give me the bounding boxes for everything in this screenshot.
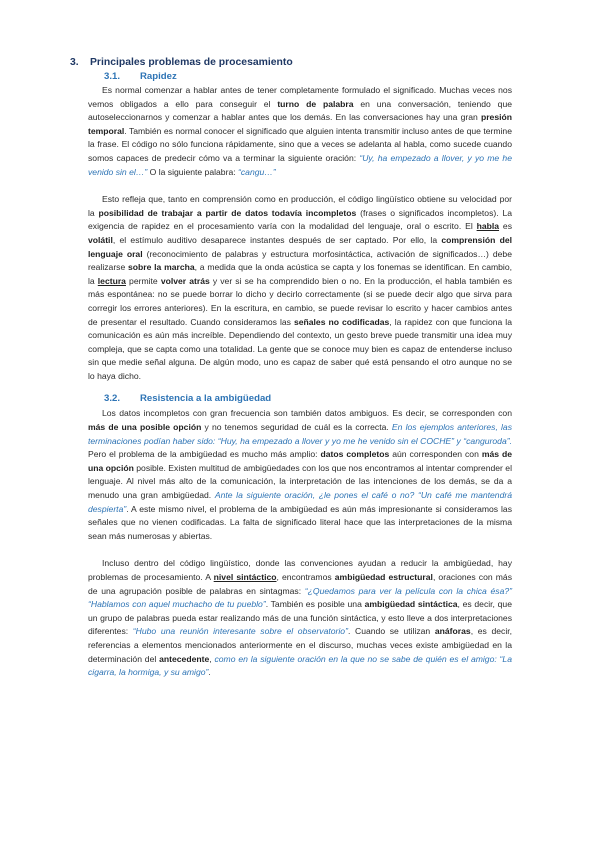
example-quote: “cangu…” xyxy=(238,166,276,177)
paragraph-ambiguedad-1: Los datos incompletos con gran frecuencia son también datos ambiguos. Es decir, se corresponden con más de una posible opción y no tenemos seguridad de cuál es la correcta. En los ejemplos anteriores, las terminaciones podían haber sido: “Huy, ha empezado a llover y yo me he venido sin el COCHE” y “canguroda”. Pero el problema de la ambigüedad es mucho más amplio: datos completos aún corresponden con más de una opción posible. Existen multitud de ambigüedades con los que nos encontramos al intentar comprender el lenguaje. Al nivel más alto de la comunicación, la interpretación de las intenciones de los demás, se da a menudo una gran ambigüedad. Ante la siguiente oración, ¿le pones el café o no? “Un café me mantendrá despierta”. A este mismo nivel, el problema de la ambigüedad es aún más impresionante si consideramos las señales que no vienen codificadas. La falta de significado literal hace que las interpretaciones de la misma sean más numerosas y abiertas. xyxy=(88,408,512,541)
section-title: Principales problemas de procesamiento xyxy=(90,57,293,68)
subsection-title: Resistencia a la ambigüedad xyxy=(140,393,272,405)
example-quote: “Uy, ha empezado a llover, y yo me he venido sin el…” xyxy=(88,152,512,177)
paragraph-rapidez-2: Esto refleja que, tanto en comprensión como en producción, el código lingüístico obtiene su velocidad por la posibilidad de trabajar a partir de datos todavía incompletos (frases o significados incompletos). La exigencia de rapidez en el procesamiento varía con la modalidad del lenguaje, oral o escrito. El habla es volátil, el estímulo auditivo desaparece instantes después de ser captado. Por ello, la comprensión del lenguaje oral (reconocimiento de palabras y estructura morfosintáctica, activación de significados…) debe realizarse sobre la marcha, a medida que la onda acústica se capta y los fonemas se identifican. En cambio, la lectura permite volver atrás y ver si se ha comprendido bien o no. En la producción, el habla también es más espontánea: no se puede borrar lo dicho y decirlo correctamente (si se puede decir algo que sirva para corregir los errores anteriores). En la escritura, en cambio, se puede revisar lo escrito y hacer cambios antes de presentar el resultado. Cuando consideramos las señales no codificadas, la rapidez con que funciona la comunicación es aún más increíble. Dependiendo del contexto, un gesto breve puede transmitir una idea muy compleja, que se capta como una totalidad. La gente que se conoce muy bien es capaz de entenderse incluso sin que medie señal alguna. De algún modo, uno es capaz de saber qué está pensando el otro aunque no se lo haya dicho. xyxy=(88,194,513,381)
paragraph-spacer xyxy=(88,179,512,193)
subsection-heading-ambiguedad xyxy=(104,392,512,406)
subsection-heading-rapidez xyxy=(104,70,512,84)
paragraph-spacer xyxy=(88,543,512,557)
subsection-number: 3.2. xyxy=(104,393,121,405)
subsection-title: Rapidez xyxy=(140,71,177,82)
term-presion-temporal: presión temporal xyxy=(88,112,512,136)
term-turno-de-palabra: turno de palabra xyxy=(277,98,354,109)
subsection-number: 3.1. xyxy=(104,71,121,82)
example-quote: “Hubo una reunión interesante sobre el observatorio” xyxy=(132,626,348,637)
section-number: 3. xyxy=(70,57,79,68)
section-heading xyxy=(70,56,512,70)
example-quote: En los ejemplos anteriores, las terminaciones podían haber sido: “Huy, ha empezado a llover y yo me he venido sin el COCHE” y “canguroda”. xyxy=(88,422,512,446)
example-quote: “¿Quedamos para ver la película con la chica ésa?” “Hablamos con aquel muchacho de tu pueblo” xyxy=(88,585,512,610)
example-quote: Ante la siguiente oración, ¿le pones el café o no? “Un café me mantendrá despierta” xyxy=(88,490,512,514)
paragraph-rapidez-1: Es normal comenzar a hablar antes de tener completamente formulado el significado. Muchas veces nos vemos obligados a ello para conseguir el turno de palabra en una conversación, teniendo que autoseleccionarnos y comenzar a hablar antes que los demás. En las conversaciones hay una gran presión temporal. También es normal conocer el significado que alguien intenta transmitir incluso antes de que termine la frase. El código no sólo funciona rápidamente, sino que a veces se adelanta al habla, como sucede cuando somos capaces de predecir cómo va a terminar la siguiente oración: “Uy, ha empezado a llover, y yo me he venido sin el…” O la siguiente palabra: “cangu…” xyxy=(88,85,513,177)
example-quote: como en la siguiente oración en la que no se sabe de quién es el amigo: “La cigarra, la hormiga, y su amigo” xyxy=(88,653,512,678)
paragraph-ambiguedad-2: Incluso dentro del código lingüístico, donde las convenciones ayudan a reducir la ambigüedad, hay problemas de procesamiento. A nivel sintáctico, encontramos ambigüedad estructural, oraciones con más de una agrupación posible de palabras en sintagmas: “¿Quedamos para ver la película con la chica ésa?” “Hablamos con aquel muchacho de tu pueblo”. También es posible una ambigüedad sintáctica, es decir, que un grupo de palabras pueda estar realizando más de una función sintáctica, y esto lleve a dos interpretaciones diferentes: “Hubo una reunión interesante sobre el observatorio”. Cuando se utilizan anáforas, es decir, referencias a elementos mencionados anteriormente en el discurso, muchas veces existe ambigüedad en la determinación del antecedente, como en la siguiente oración en la que no se sabe de quién es el amigo: “La cigarra, la hormiga, y su amigo”. xyxy=(88,558,513,678)
